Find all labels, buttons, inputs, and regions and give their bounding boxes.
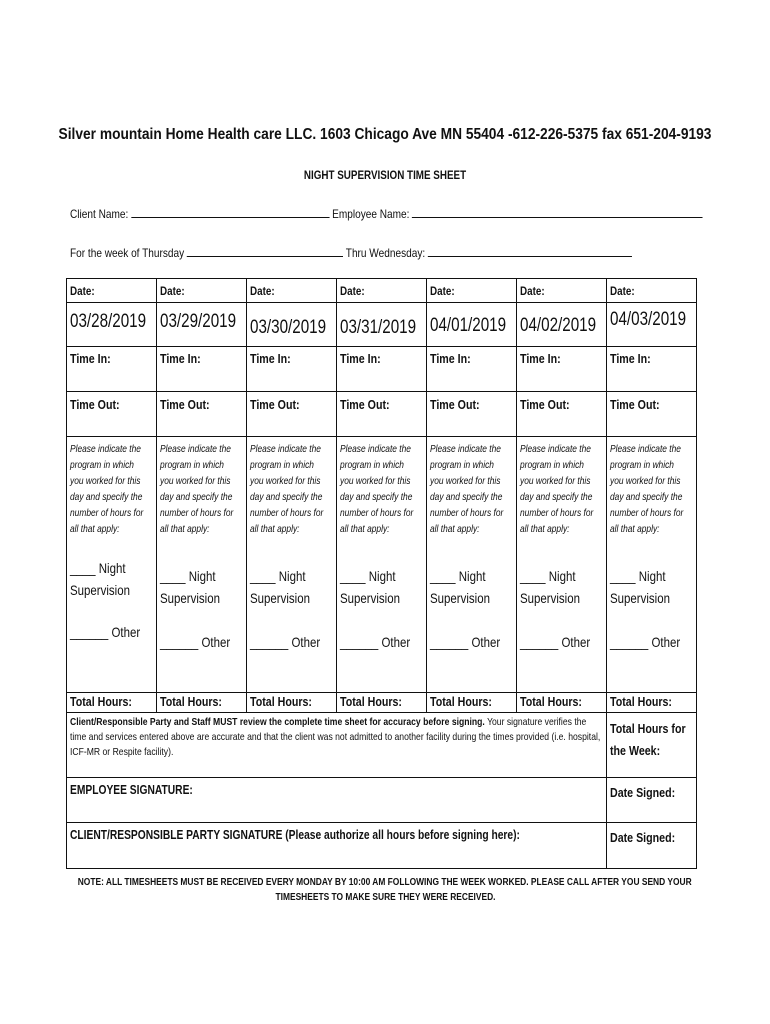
supervision-label: Supervision — [70, 582, 130, 598]
total-hours-cell[interactable]: Total Hours: — [427, 693, 517, 713]
date-label-cell: Date: — [247, 279, 337, 303]
time-in-cell[interactable]: Time In: — [337, 347, 427, 392]
time-out-cell[interactable]: Time Out: — [247, 392, 337, 437]
night-hours[interactable]: ____ Night — [340, 568, 396, 584]
night-hours[interactable]: ____ Night — [250, 568, 306, 584]
supervision-label: Supervision — [340, 590, 400, 606]
other-hours[interactable]: ______ Other — [520, 634, 591, 650]
week-of-label: For the week of Thursday — [70, 246, 185, 260]
timesheet-table — [66, 278, 697, 869]
time-out-cell[interactable]: Time Out: — [157, 392, 247, 437]
date-value: 03/31/2019 — [340, 317, 417, 338]
program-cell[interactable] — [517, 437, 607, 693]
time-in-cell[interactable]: Time In: — [517, 347, 607, 392]
employee-name-field[interactable] — [412, 207, 703, 218]
program-cell[interactable] — [607, 437, 697, 693]
weekly-total-cell[interactable]: Total Hours for the Week: — [607, 713, 697, 778]
supervision-label: Supervision — [520, 590, 580, 606]
other-hours[interactable]: ______ Other — [340, 634, 411, 650]
program-cell[interactable] — [337, 437, 427, 693]
date-label-cell: Date: — [517, 279, 607, 303]
client-name-label: Client Name: — [70, 207, 129, 221]
night-hours[interactable]: ____ Night — [160, 568, 216, 584]
time-in-cell[interactable]: Time In: — [607, 347, 697, 392]
program-instructions: Please indicate the program in which you worked for this day and specify the number of hours for all that apply: — [520, 443, 594, 535]
time-in-cell[interactable]: Time In: — [247, 347, 337, 392]
time-out-cell[interactable]: Time Out: — [337, 392, 427, 437]
supervision-label: Supervision — [610, 590, 670, 606]
program-cell[interactable] — [427, 437, 517, 693]
thru-label: Thru Wednesday: — [345, 246, 426, 260]
time-out-cell[interactable]: Time Out: — [607, 392, 697, 437]
night-hours[interactable]: ____ Night — [430, 568, 486, 584]
total-hours-cell[interactable]: Total Hours: — [337, 693, 427, 713]
program-instructions: Please indicate the program in which you worked for this day and specify the number of hours for all that apply: — [610, 443, 684, 535]
program-cell[interactable] — [247, 437, 337, 693]
date-label-cell: Date: — [427, 279, 517, 303]
date-value-cell[interactable] — [337, 303, 427, 347]
week-line — [70, 246, 632, 260]
time-in-cell[interactable]: Time In: — [67, 347, 157, 392]
client-date-signed-cell[interactable] — [607, 823, 697, 869]
page-title: NIGHT SUPERVISION TIME SHEET — [303, 168, 467, 182]
time-in-cell[interactable]: Time In: — [427, 347, 517, 392]
submission-note: NOTE: ALL TIMESHEETS MUST BE RECEIVED EVERY MONDAY BY 10:00 AM FOLLOWING THE WEEK WORKED. PLEASE CALL AFTER YOU SEND YOUR TIMESHEETS TO MAKE SURE THEY WERE RECEIVED. — [78, 876, 692, 903]
total-hours-cell[interactable]: Total Hours: — [607, 693, 697, 713]
night-hours[interactable]: ____ Night — [70, 560, 126, 576]
other-hours[interactable]: ______ Other — [610, 634, 681, 650]
program-instructions: Please indicate the program in which you worked for this day and specify the number of hours for all that apply: — [430, 443, 504, 535]
total-hours-cell[interactable]: Total Hours: — [67, 693, 157, 713]
time-in-cell[interactable]: Time In: — [157, 347, 247, 392]
supervision-label: Supervision — [160, 590, 220, 606]
supervision-label: Supervision — [250, 590, 310, 606]
employee-signature-label: EMPLOYEE SIGNATURE: — [70, 783, 193, 797]
date-value-cell[interactable] — [67, 303, 157, 347]
other-hours[interactable]: ______ Other — [430, 634, 501, 650]
date-label-cell: Date: — [607, 279, 697, 303]
date-value-cell[interactable] — [607, 303, 697, 347]
date-value: 04/03/2019 — [610, 309, 687, 330]
program-instructions: Please indicate the program in which you worked for this day and specify the number of hours for all that apply: — [160, 443, 234, 535]
employee-name-label: Employee Name: — [332, 207, 410, 221]
week-end-field[interactable] — [428, 246, 632, 257]
time-out-cell[interactable]: Time Out: — [67, 392, 157, 437]
program-cell[interactable] — [157, 437, 247, 693]
date-value: 04/02/2019 — [520, 315, 597, 336]
supervision-label: Supervision — [430, 590, 490, 606]
time-out-cell[interactable]: Time Out: — [517, 392, 607, 437]
date-value-cell[interactable] — [247, 303, 337, 347]
date-label-cell: Date: — [157, 279, 247, 303]
employee-date-signed-cell[interactable] — [607, 778, 697, 823]
other-hours[interactable]: ______ Other — [250, 634, 321, 650]
program-instructions: Please indicate the program in which you worked for this day and specify the number of hours for all that apply: — [340, 443, 414, 535]
week-start-field[interactable] — [187, 246, 343, 257]
night-hours[interactable]: ____ Night — [610, 568, 666, 584]
date-label-cell: Date: — [67, 279, 157, 303]
program-instructions: Please indicate the program in which you worked for this day and specify the number of hours for all that apply: — [250, 443, 324, 535]
date-value-cell[interactable] — [517, 303, 607, 347]
date-value: 04/01/2019 — [430, 315, 507, 336]
date-label-cell: Date: — [337, 279, 427, 303]
total-hours-cell[interactable]: Total Hours: — [517, 693, 607, 713]
date-signed-label: Date Signed: — [610, 785, 676, 800]
client-employee-line — [70, 207, 703, 221]
date-signed-label: Date Signed: — [610, 830, 676, 845]
employee-signature-cell[interactable] — [67, 778, 607, 823]
program-instructions: Please indicate the program in which you worked for this day and specify the number of hours for all that apply: — [70, 443, 144, 535]
total-hours-cell[interactable]: Total Hours: — [247, 693, 337, 713]
client-signature-label: CLIENT/RESPONSIBLE PARTY SIGNATURE (Please authorize all hours before signing here): — [70, 828, 520, 842]
date-value-cell[interactable] — [157, 303, 247, 347]
client-name-field[interactable] — [131, 207, 329, 218]
certification-text: Client/Responsible Party and Staff MUST review the complete time sheet for accuracy before signing. Your signature verifies the time and services entered above are accurate and that the client was not admitted to another facility during the times provided (i.e. hospital, ICF-MR or Respite facility). — [70, 716, 601, 758]
client-signature-cell[interactable] — [67, 823, 607, 869]
program-cell[interactable] — [67, 437, 157, 693]
time-out-cell[interactable]: Time Out: — [427, 392, 517, 437]
date-value: 03/28/2019 — [70, 311, 147, 332]
other-hours[interactable]: ______ Other — [70, 624, 141, 640]
other-hours[interactable]: ______ Other — [160, 634, 231, 650]
company-header: Silver mountain Home Health care LLC. 1603 Chicago Ave MN 55404 -612-226-5375 fax 651-204-9193 — [58, 126, 712, 143]
total-hours-cell[interactable]: Total Hours: — [157, 693, 247, 713]
date-value-cell[interactable] — [427, 303, 517, 347]
night-hours[interactable]: ____ Night — [520, 568, 576, 584]
date-value: 03/29/2019 — [160, 311, 237, 332]
date-value: 03/30/2019 — [250, 317, 327, 338]
certification-cell — [67, 713, 607, 778]
